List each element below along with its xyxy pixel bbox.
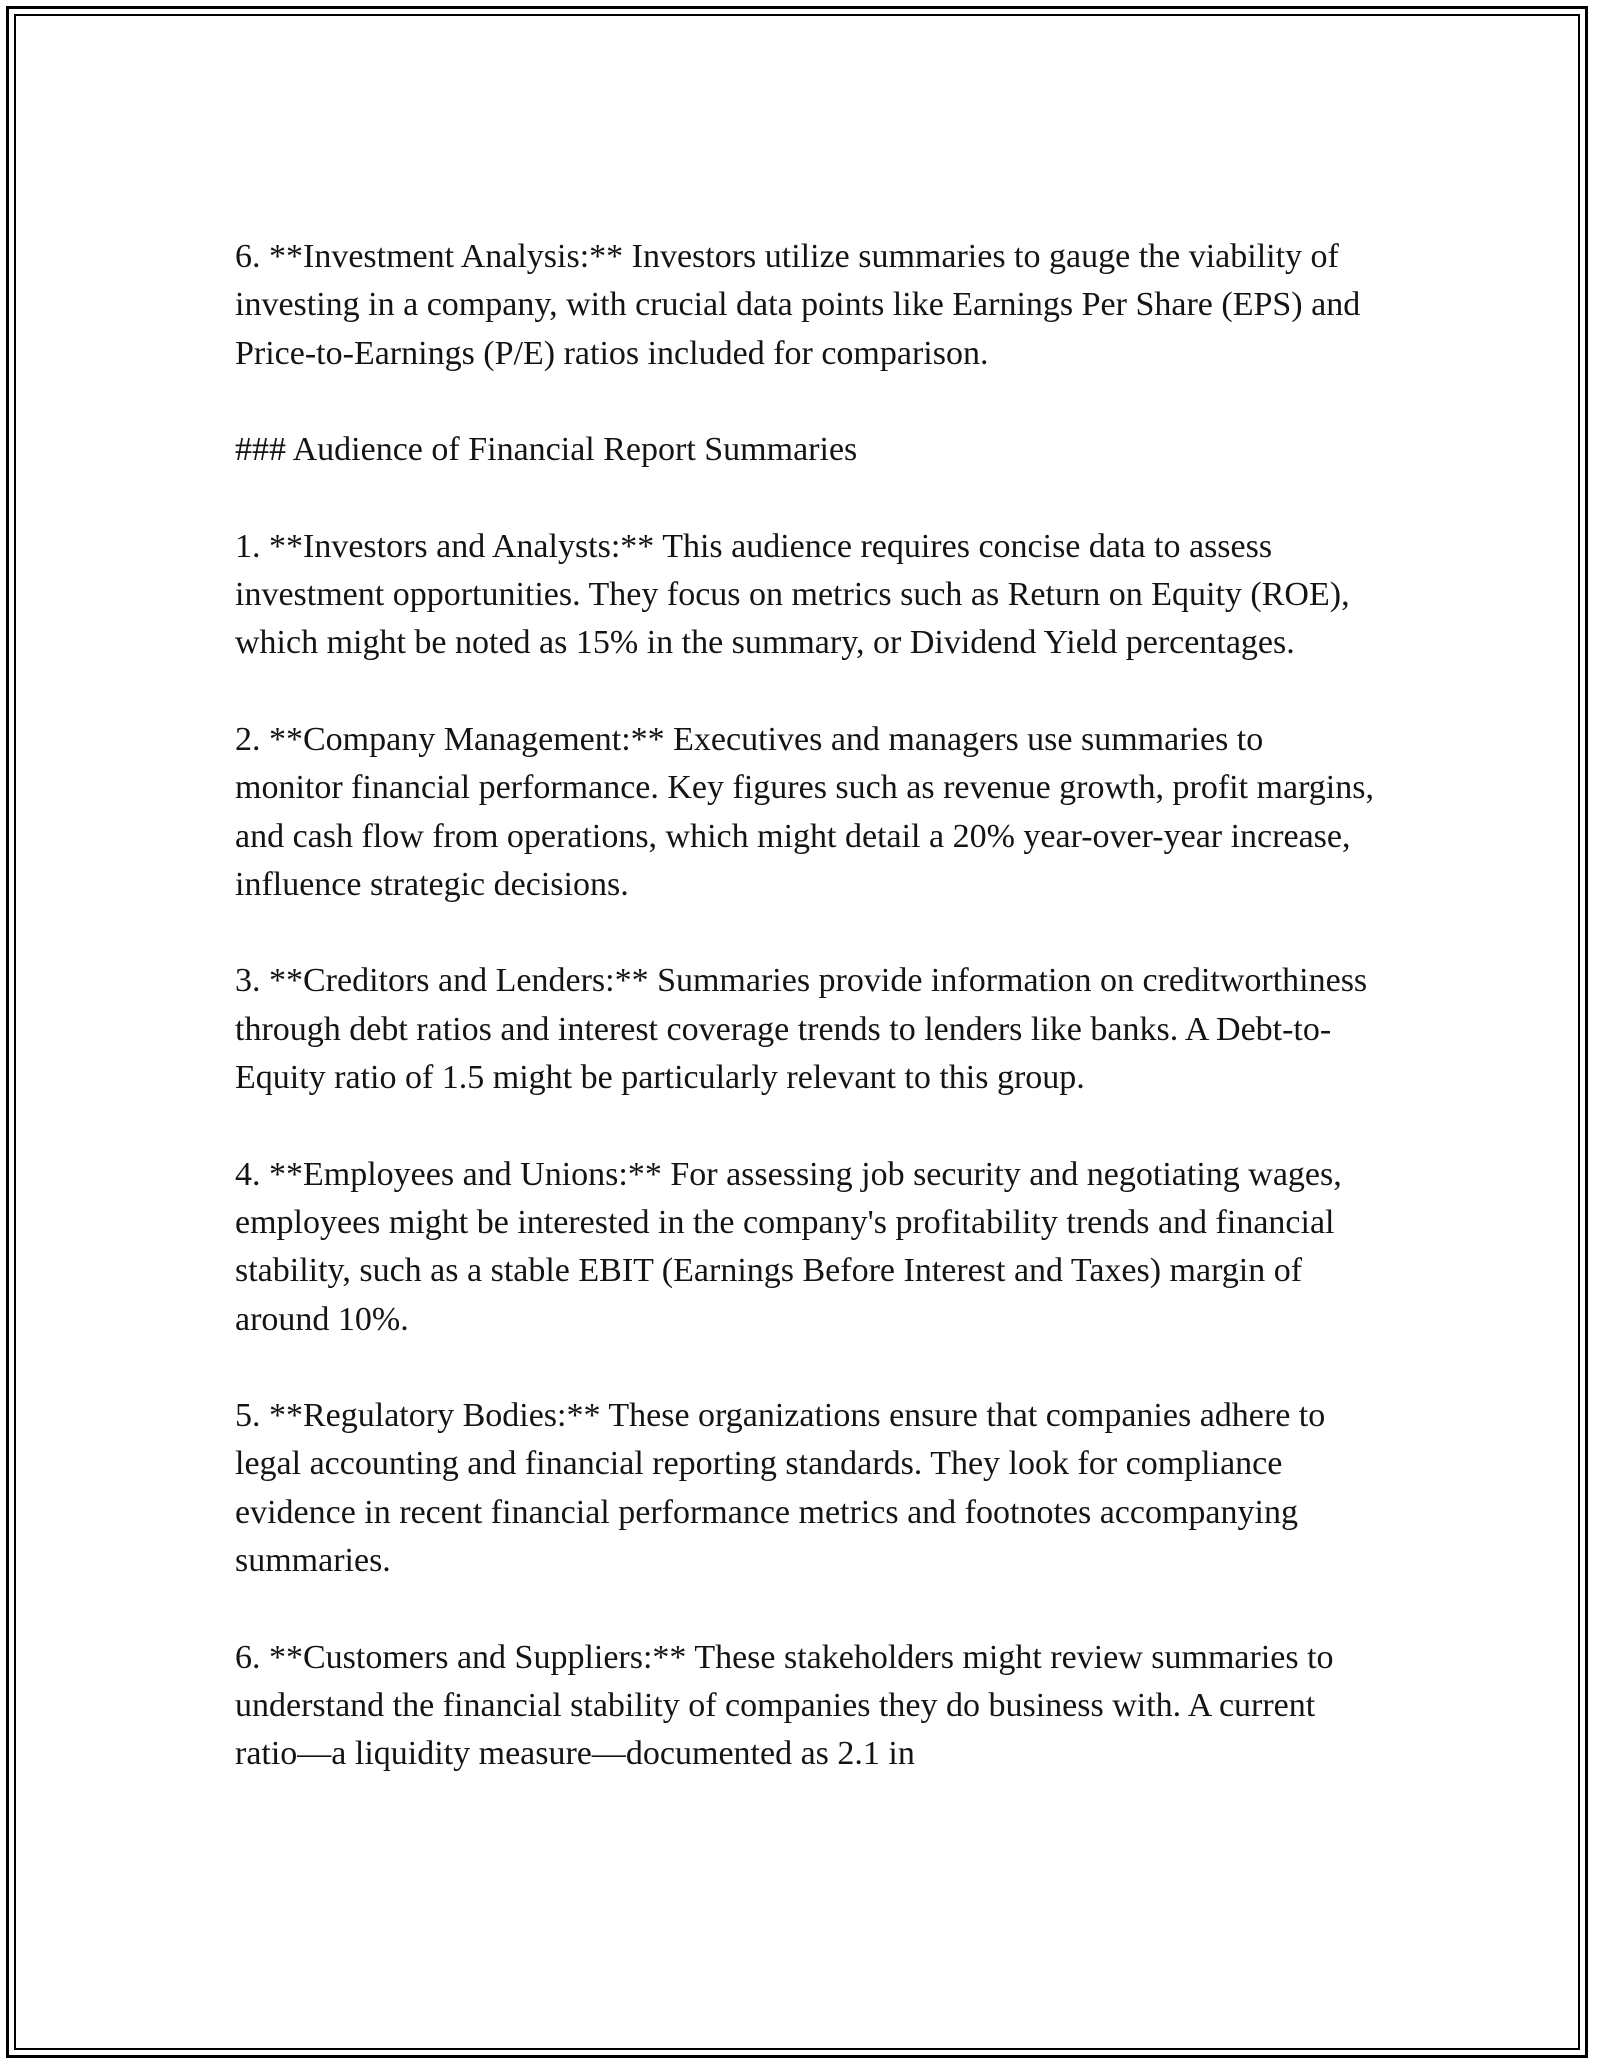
paragraph-investors-analysts: 1. **Investors and Analysts:** This audience requires concise data to assess investment opportunities. They focus on metrics such as Return on Equity (ROE), which might be noted as 15% in the summary, or Dividend Yield percentages. (235, 527, 1350, 662)
paragraph-customers-suppliers: 6. **Customers and Suppliers:** These stakeholders might review summaries to understand the financial stability of companies they do business with. A current ratio—a liquidity measure—documented as 2.1 in (235, 1638, 1334, 1773)
paragraph-employees-unions: 4. **Employees and Unions:** For assessing job security and negotiating wages, employees might be interested in the company's profitability trends and financial stability, such as a stable EBIT (Earnings Before Interest and Taxes) margin of around 10%. (235, 1155, 1342, 1338)
paragraph-creditors-lenders: 3. **Creditors and Lenders:** Summaries provide information on creditworthiness through debt ratios and interest coverage trends to lenders like banks. A Debt-to-Equity ratio of 1.5 might be particularly relevant to this group. (235, 962, 1368, 1097)
document-body (235, 233, 1375, 1779)
paragraph-company-management: 2. **Company Management:** Executives and managers use summaries to monitor financial performance. Key figures such as revenue growth, profit margins, and cash flow from operations, which might detail a 20% year-over-year increase, influence strategic decisions. (235, 720, 1374, 903)
paragraph-regulatory-bodies: 5. **Regulatory Bodies:** These organizations ensure that companies adhere to legal accounting and financial reporting standards. They look for compliance evidence in recent financial performance metrics and footnotes accompanying summaries. (235, 1397, 1326, 1580)
section-heading-audience: ### Audience of Financial Report Summaries (235, 431, 858, 469)
paragraph-investment-analysis: 6. **Investment Analysis:** Investors utilize summaries to gauge the viability of investing in a company, with crucial data points like Earnings Per Share (EPS) and Price-to-Earnings (P/E) ratios included for comparison. (235, 238, 1361, 372)
